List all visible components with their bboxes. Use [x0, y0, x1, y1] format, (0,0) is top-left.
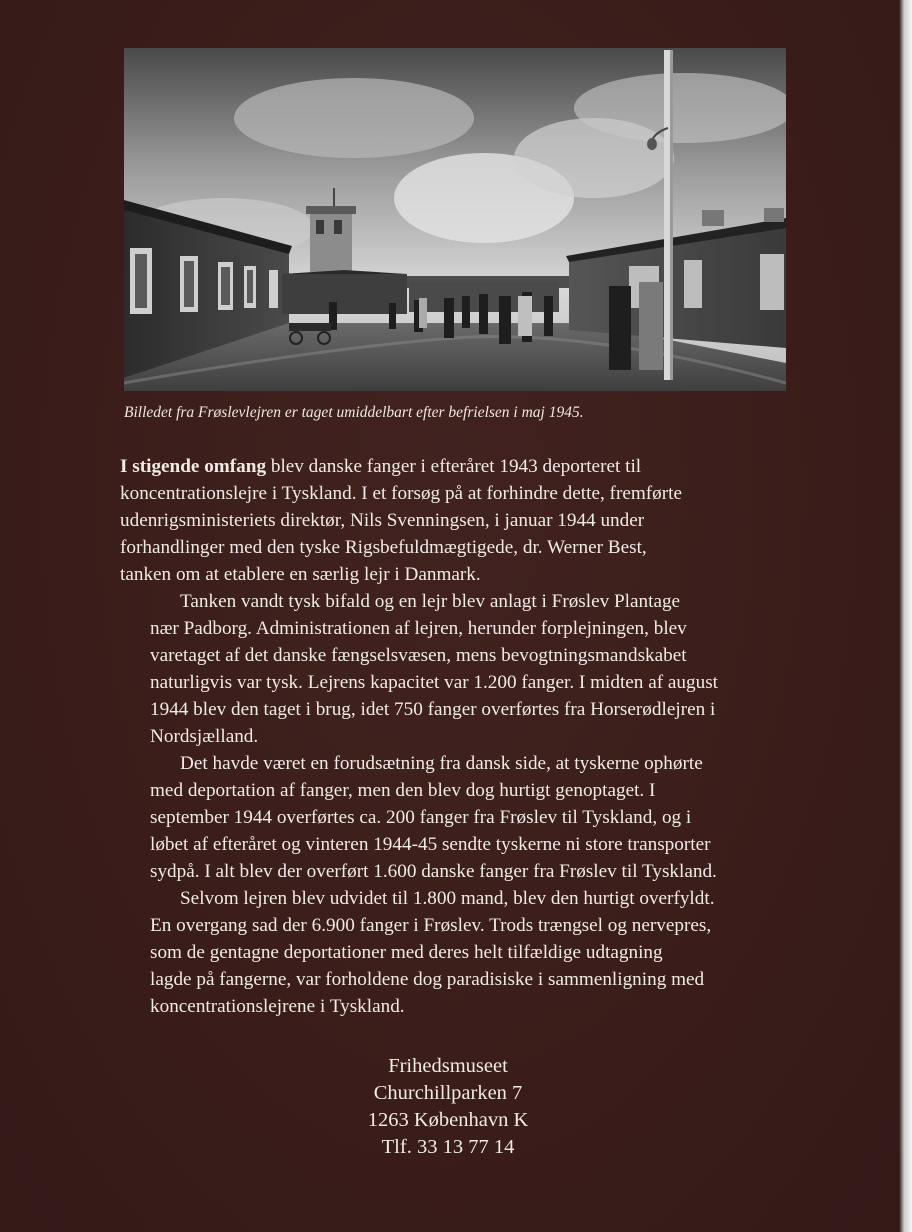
text-line: Tanken vandt tysk bifald og en lejr blev anlagt i Frøslev Plantage	[180, 591, 681, 612]
text-line: 1944 blev den taget i brug, idet 750 fanger overførtes fra Horserødlejren i	[150, 699, 716, 720]
text-line: En overgang sad der 6.900 fanger i Frøslev. Trods trængsel og nervepres,	[150, 915, 712, 936]
text-line: tanken om at etablere en særlig lejr i Danmark.	[120, 564, 481, 585]
lead-phrase: I stigende omfang	[120, 456, 267, 477]
text-line: sydpå. I alt blev der overført 1.600 danske fanger fra Frøslev til Tyskland.	[150, 861, 717, 882]
address-street: Churchillparken 7	[373, 1082, 523, 1104]
text-line: med deportation af fanger, men den blev dog hurtigt genoptaget. I	[150, 780, 656, 801]
text-line: varetaget af det danske fængselsvæsen, mens bevogtningsmandskabet	[150, 645, 687, 666]
text-line: naturligvis var tysk. Lejrens kapacitet var 1.200 fanger. I midten af august	[150, 672, 718, 693]
text-line: som de gentagne deportationer med deres helt tilfældige udtagning	[150, 942, 663, 963]
text-line: koncentrationslejre i Tyskland. I et forsøg på at forhindre dette, fremførte	[120, 483, 683, 504]
address-city: 1263 København K	[367, 1109, 529, 1131]
text-line: udenrigsministeriets direktør, Nils Svenningsen, i januar 1944 under	[120, 510, 645, 531]
paragraph-4	[120, 885, 810, 1020]
photo-caption: Billedet fra Frøslevlejren er taget umiddelbart efter befrielsen i maj 1945.	[124, 404, 584, 421]
text-line: nær Padborg. Administrationen af lejren, herunder forplejningen, blev	[150, 618, 687, 639]
text-line: løbet af efteråret og vinteren 1944-45 sendte tyskerne ni store transporter	[150, 834, 711, 855]
body-text	[120, 453, 810, 1020]
text-line: koncentrationslejrene i Tyskland.	[150, 996, 405, 1017]
museum-address	[250, 1053, 646, 1161]
page-edge	[899, 0, 912, 1232]
text-line: Det havde været en forudsætning fra dansk side, at tyskerne ophørte	[180, 753, 703, 774]
text-line: Nordsjælland.	[150, 726, 259, 747]
line-text: blev danske fanger i efteråret 1943 deporteret til	[266, 456, 642, 477]
paragraph-3	[120, 750, 810, 885]
paragraph-1	[120, 453, 810, 588]
address-name: Frihedsmuseet	[388, 1055, 508, 1077]
paragraph-2	[120, 588, 810, 750]
address-phone: Tlf. 33 13 77 14	[381, 1136, 515, 1158]
text-line: september 1944 overførtes ca. 200 fanger fra Frøslev til Tyskland, og i	[150, 807, 692, 828]
camp-photo-image	[124, 48, 786, 391]
text-line	[120, 453, 810, 480]
camp-photo	[124, 48, 786, 391]
text-line: Selvom lejren blev udvidet til 1.800 mand, blev den hurtigt overfyldt.	[180, 888, 715, 909]
text-line: forhandlinger med den tyske Rigsbefuldmægtigede, dr. Werner Best,	[120, 537, 647, 558]
text-line: lagde på fangerne, var forholdene dog paradisiske i sammenligning med	[150, 969, 705, 990]
